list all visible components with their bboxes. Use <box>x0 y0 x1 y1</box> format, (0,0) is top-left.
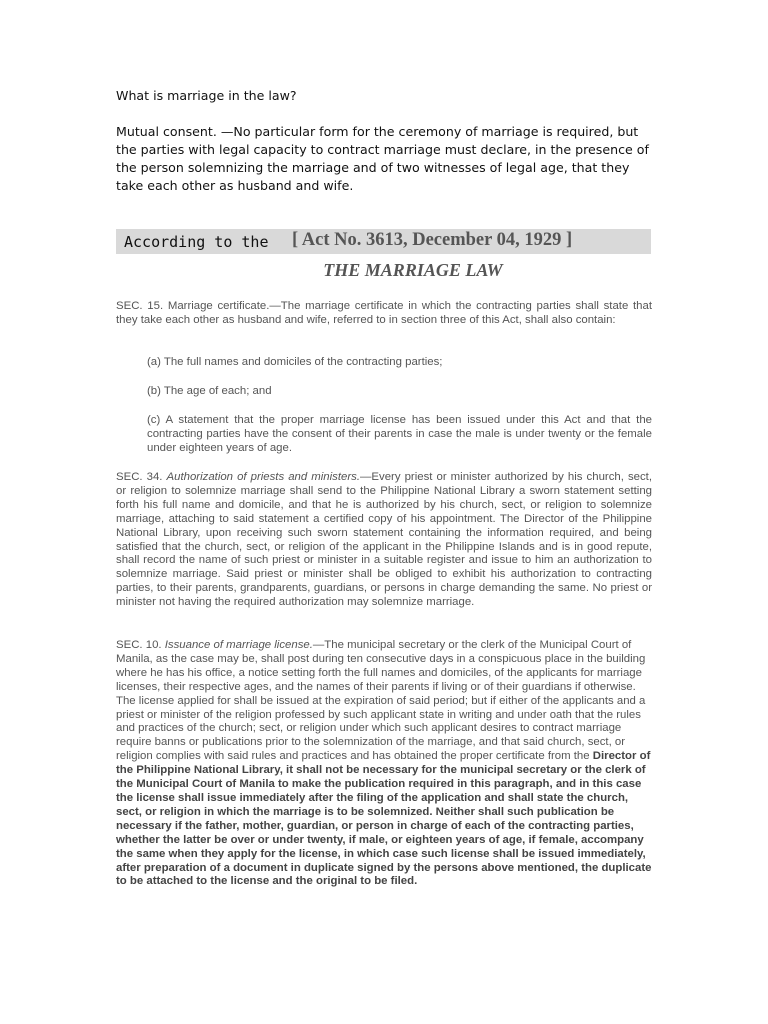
act-banner <box>116 229 651 254</box>
section-34 <box>116 471 652 610</box>
section-15 <box>116 300 652 328</box>
section-15-heading: SEC. 15. Marriage certificate. <box>116 300 270 312</box>
banner-act-reference: [ Act No. 3613, December 04, 1929 ] <box>292 230 573 250</box>
section-15-item-c: (c) A statement that the proper marriage license has been issued under this Act and that the contracting parties have the consent of their parents in case the male is under twenty or the female under eighteen years of age. <box>147 414 652 454</box>
section-10-body: —The municipal secretary or the clerk of the Municipal Court of Manila, as the case may be, shall post during ten consecutive days in a conspicuous place in the building where he has his office, a notice setting forth the full names and domiciles, of the applicants for marriage licenses, their respective ages, and the names of their parents if living or of their guardians if otherwise. The license applied for shall be issued at the expiration of said period; but if either of the applicants and a priest or minister of the religion professed by such applicant state in writing and under oath that the rules and practices of the church; sect, or religion under which such applicant desires to contract marriage require banns or publications prior to the solemnization of the marriage, and that said church, sect, or religion complies with said rules and practices and has obtained the proper certificate from the <box>116 639 646 763</box>
law-title: THE MARRIAGE LAW <box>323 260 503 280</box>
banner-lead-text: According to the <box>124 233 269 251</box>
section-34-heading: Authorization of priests and ministers. <box>166 471 361 483</box>
question-answer: Mutual consent. —No particular form for the ceremony of marriage is required, but the parties with legal capacity to contract marriage must declare, in the presence of the person solemnizing the marriage and of two witnesses of legal age, that they take each other as husband and wife. <box>116 124 649 193</box>
section-15-item-b: (b) The age of each; and <box>147 385 272 397</box>
section-10-heading: Issuance of marriage license. <box>164 639 313 651</box>
section-34-body: —Every priest or minister authorized by his church, sect, or religion to solemnize marriage shall send to the Philippine National Library a sworn statement setting forth his full name and domicile, and that he is authorized by his church, sect, or religion to solemnize marriage, attaching to said statement a certified copy of his appointment. The Director of the Philippine National Library, upon receiving such sworn statement containing the information required, and being satisfied that the church, sect, or religion of the applicant in the Philippine Islands and is in good repute, shall record the name of such priest or minister in a suitable register and issue to him an authorization to solemnize marriage. Said priest or minister shall be obliged to exhibit his authorization to contracting parties, to their parents, grandparents, guardians, or persons in charge demanding the same. No priest or minister not having the required authorization may solemnize marriage. <box>116 471 653 609</box>
question-heading: What is marriage in the law? <box>116 88 297 103</box>
section-34-number: SEC. 34. <box>116 471 167 483</box>
section-10-number: SEC. 10. <box>116 639 165 651</box>
section-10-bold-text: Director of the Philippine National Library, it shall not be necessary for the municipal secretary or the clerk of the Municipal Court of Manila to make the publication required in this paragraph, and in this case the license shall issue immediately after the filing of the application and shall state the church, sect, or religion in which the marriage is to be solemnized. Neither shall such publication be necessary if the father, mother, guardian, or person in charge of each of the contracting parties, whether the latter be over or under twenty, if male, or eighteen years of age, if female, accompany the same when they apply for the license, in which case such license shall be issued immediately, after preparation of a document in duplicate signed by the persons above mentioned, the duplicate to be attached to the license and the original to be filed. <box>116 750 652 888</box>
section-15-item-a: (a) The full names and domiciles of the contracting parties; <box>147 356 443 368</box>
section-10 <box>116 639 652 889</box>
section-15-body: —The marriage certificate in which the contracting parties shall state that they take each other as husband and wife, referred to in section three of this Act, shall also contain: <box>116 300 652 326</box>
